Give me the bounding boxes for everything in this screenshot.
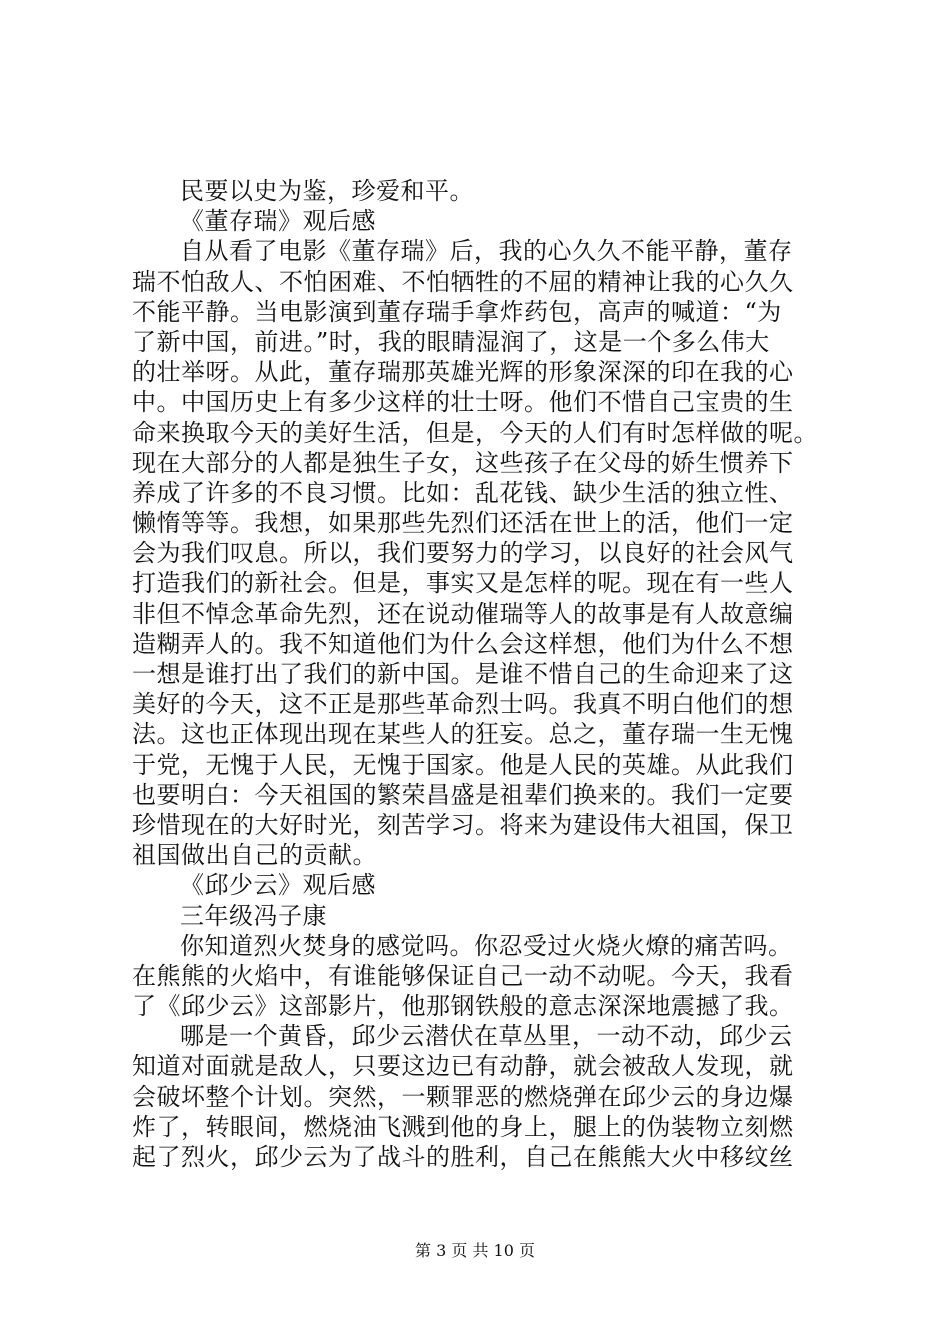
text-line: 于党，无愧于人民，无愧于国家。他是人民的英雄。从此我们 <box>132 750 794 779</box>
text-line: 打造我们的新社会。但是，事实又是怎样的呢。现在有一些人 <box>132 569 794 598</box>
text-line: 炸了，转眼间，燃烧油飞溅到他的身上，腿上的伪装物立刻燃 <box>132 1112 794 1141</box>
text-line: 在熊熊的火焰中，有谁能够保证自己一动不动呢。今天，我看 <box>132 961 794 990</box>
text-line: 自从看了电影《董存瑞》后，我的心久久不能平静，董存 <box>180 237 793 266</box>
text-line: 不能平静。当电影演到董存瑞手拿炸药包，高声的喊道：“为 <box>132 297 782 326</box>
text-line: 现在大部分的人都是独生子女，这些孩子在父母的娇生惯养下 <box>132 448 794 477</box>
text-line: 哪是一个黄昏，邱少云潜伏在草丛里，一动不动，邱少云 <box>180 1022 793 1051</box>
text-line: 会为我们叹息。所以，我们要努力的学习，以良好的社会风气 <box>132 539 794 568</box>
text-line: 一想是谁打出了我们的新中国。是谁不惜自己的生命迎来了这 <box>132 660 794 688</box>
text-line: 《董存瑞》观后感 <box>180 207 376 236</box>
text-line: 起了烈火，邱少云为了战斗的胜利，自己在熊熊大火中移纹丝 <box>132 1143 794 1171</box>
text-line: 知道对面就是敌人，只要这边已有动静，就会被敌人发现，就 <box>132 1052 794 1081</box>
paragraph <box>132 901 822 931</box>
text-line: 民要以史为鉴，珍爱和平。 <box>180 177 474 205</box>
text-line: 了新中国，前进。”时，我的眼睛湿润了，这是一个多么伟大 <box>132 327 770 356</box>
text-line: 养成了许多的不良习惯。比如：乱花钱、缺少生活的独立性、 <box>132 478 794 507</box>
text-line: 了《邱少云》这部影片，他那钢铁般的意志深深地震撼了我。 <box>132 992 794 1021</box>
text-line: 也要明白：今天祖国的繁荣昌盛是祖辈们换来的。我们一定要 <box>132 780 794 809</box>
text-line: 的壮举呀。从此，董存瑞那英雄光辉的形象深深的印在我的心 <box>132 358 794 387</box>
text-line: 《邱少云》观后感 <box>180 871 376 900</box>
page-number-footer: 第 3 页 共 10 页 <box>415 1241 535 1260</box>
text-line: 法。这也正体现出现在某些人的狂妄。总之，董存瑞一生无愧 <box>132 720 794 749</box>
text-line: 美好的今天，这不正是那些革命烈士吗。我真不明白他们的想 <box>132 690 794 719</box>
text-line: 瑞不怕敌人、不怕困难、不怕牺牲的不屈的精神让我的心久久 <box>132 267 794 296</box>
text-line: 珍惜现在的大好时光，刻苦学习。将来为建设伟大祖国，保卫 <box>132 810 794 839</box>
text-line: 中。中国历史上有多少这样的壮士呀。他们不惜自己宝贵的生 <box>132 388 794 417</box>
paragraph <box>132 236 822 870</box>
document-body <box>132 176 822 1172</box>
text-line: 造糊弄人的。我不知道他们为什么会这样想，他们为什么不想 <box>132 629 794 658</box>
text-line: 命来换取今天的美好生活，但是，今天的人们有时怎样做的呢。 <box>132 418 818 447</box>
paragraph <box>132 206 822 236</box>
text-line: 三年级冯子康 <box>180 901 327 930</box>
paragraph <box>132 176 822 206</box>
text-line: 祖国做出自己的贡献。 <box>132 841 377 870</box>
text-line: 会破坏整个计划。突然，一颗罪恶的燃烧弹在邱少云的身边爆 <box>132 1082 794 1111</box>
paragraph <box>132 870 822 900</box>
text-line: 懒惰等等。我想，如果那些先烈们还活在世上的活，他们一定 <box>132 509 794 538</box>
text-line: 非但不悼念革命先烈，还在说动催瑞等人的故事是有人故意编 <box>132 599 794 628</box>
paragraph <box>132 1021 822 1172</box>
paragraph <box>132 931 822 1022</box>
text-line: 你知道烈火焚身的感觉吗。你忍受过火烧火燎的痛苦吗。 <box>180 931 793 960</box>
